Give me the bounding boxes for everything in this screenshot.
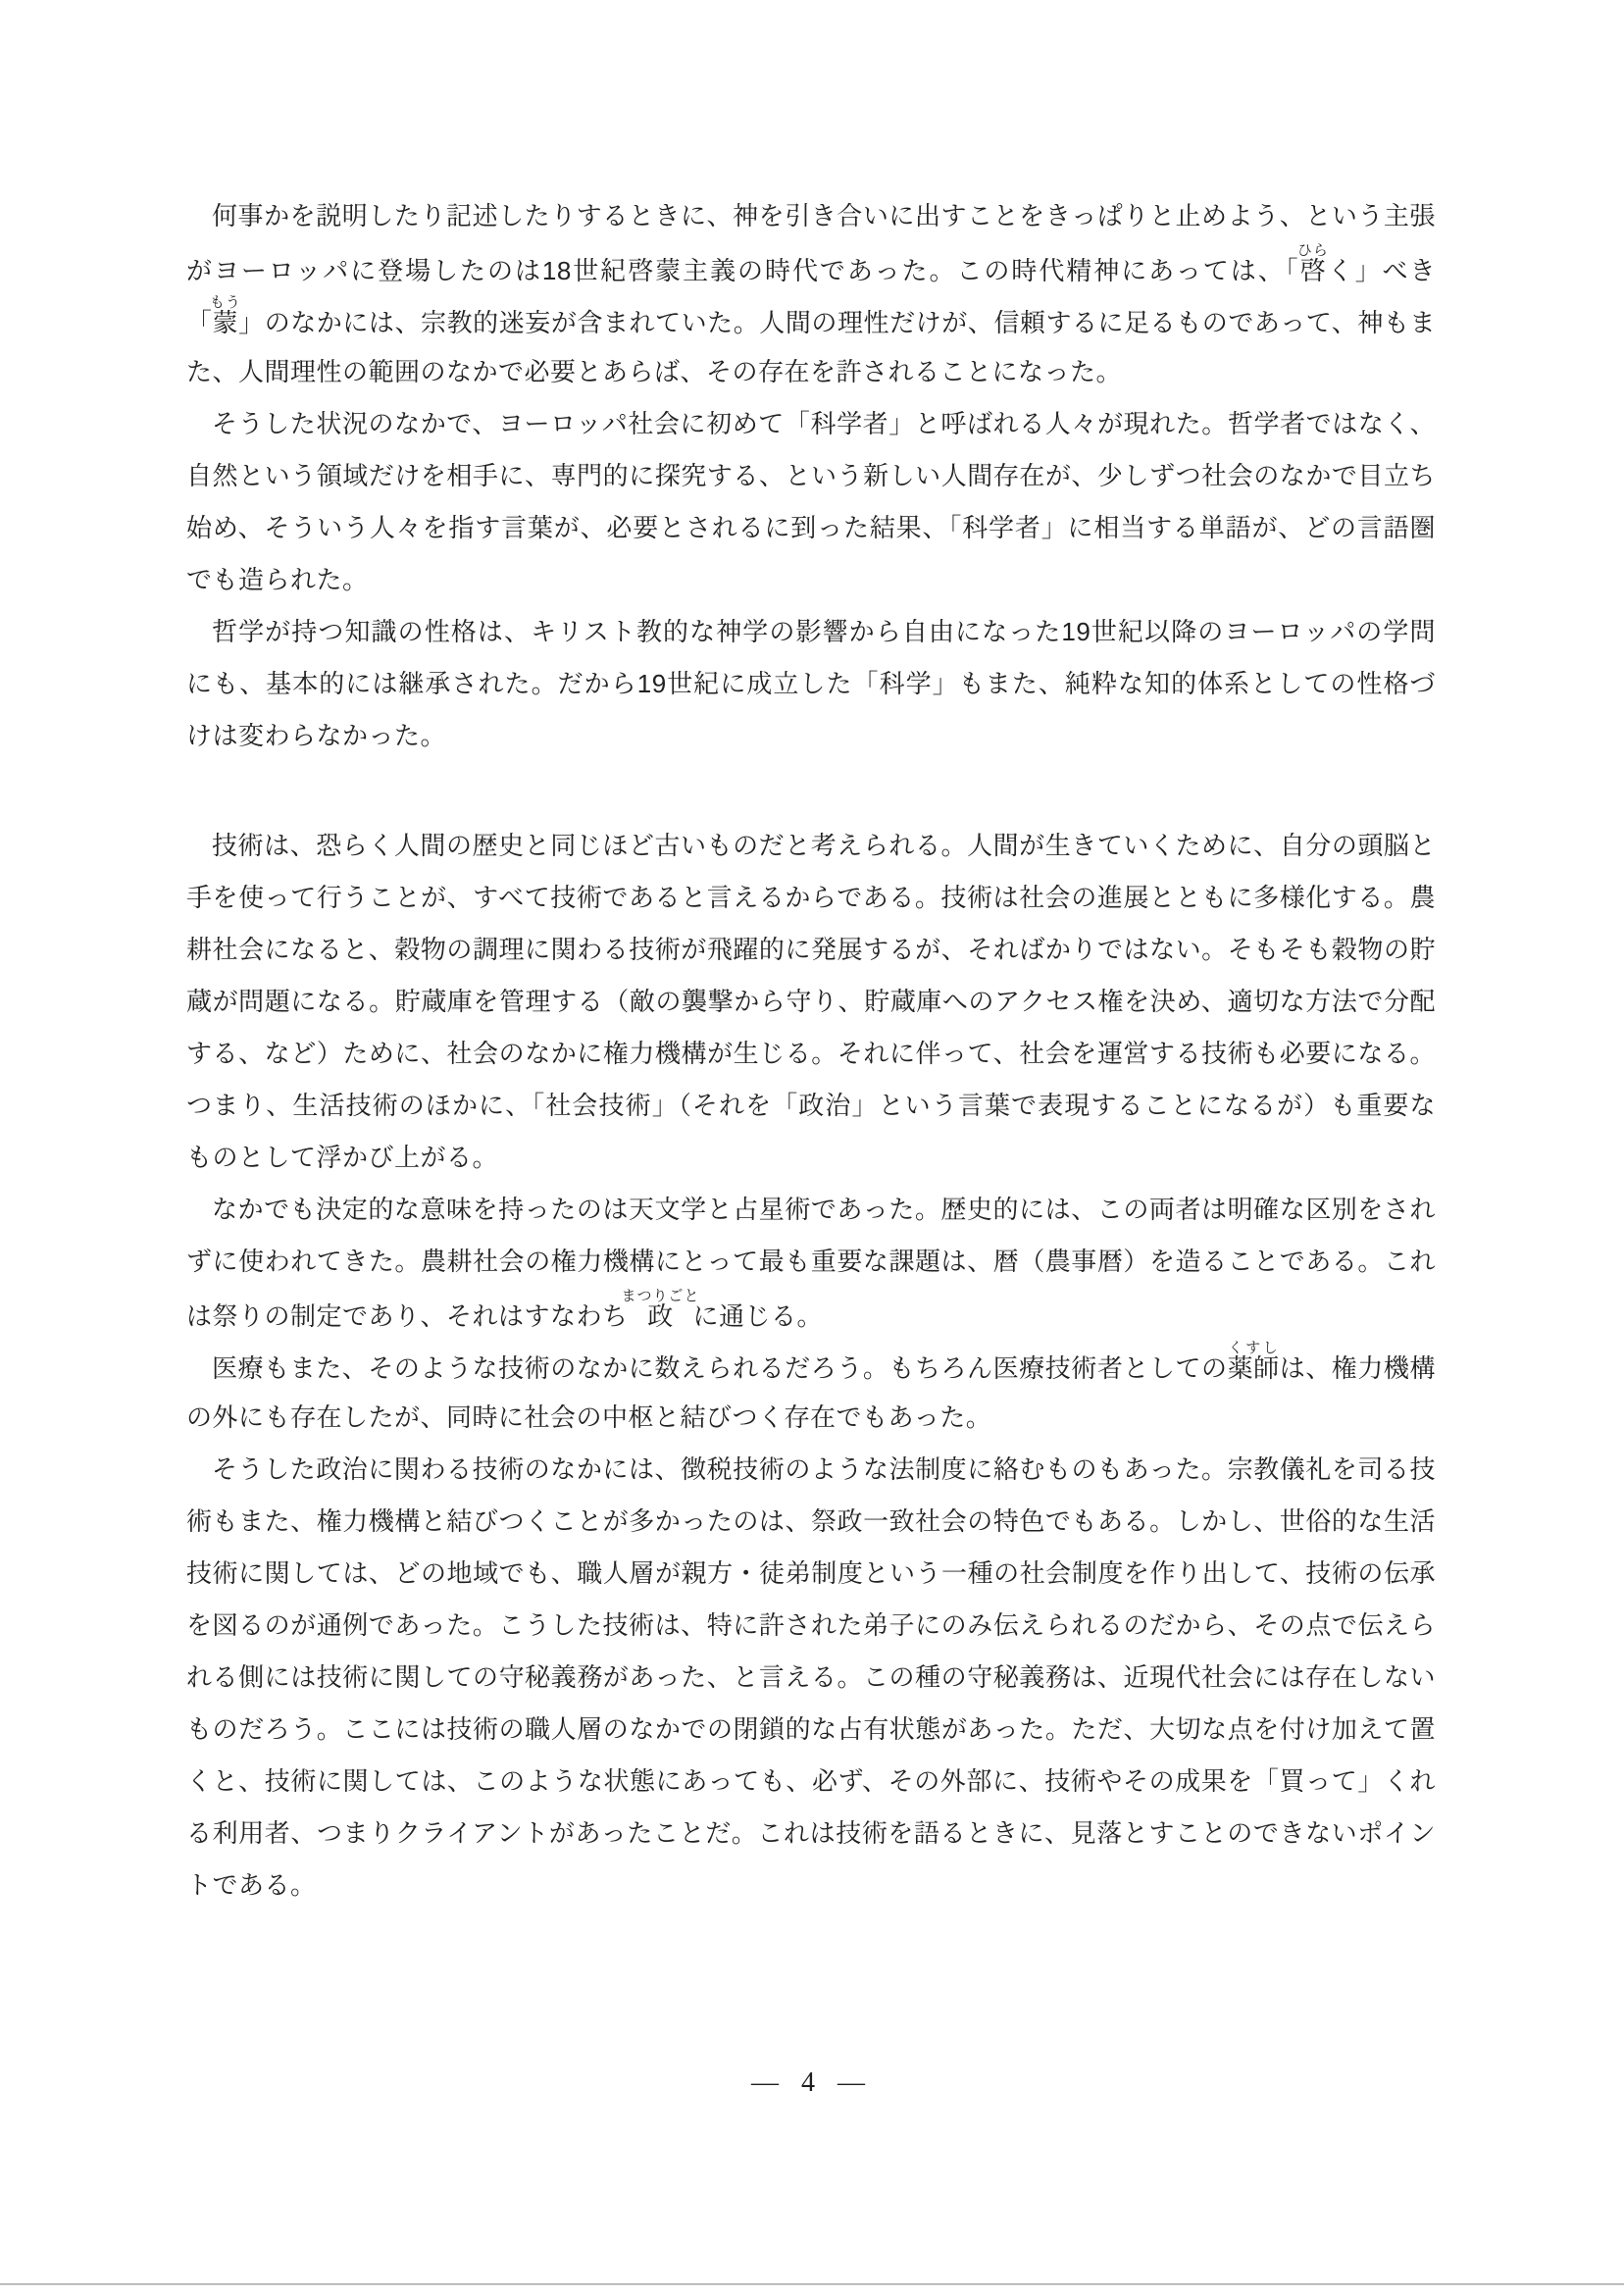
- text-line: 医療もまた、そのような技術のなかに数えられるだろう。もちろん医療技術者としての薬師くすしは、権力機構: [212, 1340, 1436, 1383]
- text-line: そうした状況のなかで、ヨーロッパ社会に初めて「科学者」と呼ばれる人々が現れた。哲学者ではなく、: [212, 409, 1436, 438]
- text-line: トである。: [186, 1870, 317, 1900]
- text-line: を図るのが通例であった。こうした技術は、特に許された弟子にのみ伝えられるのだから、その点で伝えら: [186, 1610, 1436, 1640]
- text-line: た、人間理性の範囲のなかで必要とあらば、その存在を許されることになった。: [186, 357, 1123, 386]
- furigana-annotation: 蒙もう: [209, 294, 241, 337]
- text-line: 始め、そういう人々を指す言葉が、必要とされるに到った結果、「科学者」に相当する単語が、どの言語圏: [186, 513, 1436, 542]
- furigana-annotation: 啓ひら: [1296, 242, 1329, 285]
- text-line: 技術は、恐らく人間の歴史と同じほど古いものだと考えられる。人間が生きていくために、自分の頭脳と: [212, 831, 1436, 860]
- text-section: [186, 820, 1436, 1912]
- text-line: 術もまた、権力機構と結びつくことが多かったのは、祭政一致社会の特色でもある。しかし、世俗的な生活: [186, 1506, 1436, 1536]
- scan-artifact-line: [0, 2283, 1624, 2285]
- text-line: 蔵が問題になる。貯蔵庫を管理する（敵の襲撃から守り、貯蔵庫へのアクセス権を決め、適切な方法で分配: [186, 987, 1436, 1016]
- paragraph: [186, 1444, 1436, 1912]
- text-section: [186, 190, 1436, 762]
- text-line: ものとして浮かび上がる。: [186, 1143, 499, 1172]
- text-line: なかでも決定的な意味を持ったのは天文学と占星術であった。歴史的には、この両者は明確な区別をされ: [212, 1195, 1436, 1224]
- text-line: にも、基本的には継承された。だから19世紀に成立した「科学」もまた、純粋な知的体系としての性格づ: [186, 669, 1436, 698]
- paragraph: [186, 398, 1436, 606]
- text-line: ずに使われてきた。農耕社会の権力機構にとって最も重要な課題は、暦（農事暦）を造ることである。これ: [186, 1247, 1436, 1276]
- paragraph: [186, 1340, 1436, 1444]
- document-body: [186, 190, 1436, 1912]
- text-line: 耕社会になると、穀物の調理に関わる技術が飛躍的に発展するが、そればかりではない。そもそも穀物の貯: [186, 935, 1436, 964]
- text-line: ものだろう。ここには技術の職人層のなかでの閉鎖的な占有状態があった。ただ、大切な点を付け加えて置: [186, 1714, 1436, 1744]
- paragraph: [186, 606, 1436, 762]
- text-line: する、など）ために、社会のなかに権力機構が生じる。それに伴って、社会を運営する技術も必要になる。: [186, 1039, 1436, 1068]
- text-line: がヨーロッパに登場したのは18世紀啓蒙主義の時代であった。この時代精神にあっては、「啓ひらく」べき: [186, 242, 1436, 285]
- paragraph: [186, 190, 1436, 398]
- text-line: れる側には技術に関しての守秘義務があった、と言える。この種の守秘義務は、近現代社会には存在しない: [186, 1662, 1436, 1692]
- text-line: 何事かを説明したり記述したりするときに、神を引き合いに出すことをきっぱりと止めよう、という主張: [212, 201, 1436, 230]
- furigana-annotation: 薬師くすし: [1227, 1340, 1280, 1383]
- text-line: けは変わらなかった。: [186, 721, 447, 750]
- furigana-annotation: 政まつりごと: [621, 1288, 700, 1331]
- text-line: でも造られた。: [186, 565, 369, 594]
- text-line: そうした政治に関わる技術のなかには、徴税技術のような法制度に絡むものもあった。宗教儀礼を司る技: [212, 1454, 1436, 1484]
- text-line: つまり、生活技術のほかに、「社会技術」（それを「政治」という言葉で表現することになるが）も重要な: [186, 1091, 1436, 1120]
- text-line: 哲学が持つ知識の性格は、キリスト教的な神学の影響から自由になった19世紀以降のヨーロッパの学問: [212, 617, 1436, 646]
- text-line: の外にも存在したが、同時に社会の中枢と結びつく存在でもあった。: [186, 1402, 992, 1432]
- text-line: 技術に関しては、どの地域でも、職人層が親方・徒弟制度という一種の社会制度を作り出して、技術の伝承: [186, 1558, 1436, 1588]
- paragraph: [186, 820, 1436, 1184]
- paragraph: [186, 1184, 1436, 1340]
- page-number: — 4 —: [751, 2067, 873, 2098]
- text-line: くと、技術に関しては、このような状態にあっても、必ず、その外部に、技術やその成果を「買って」くれ: [186, 1766, 1436, 1796]
- text-line: 手を使って行うことが、すべて技術であると言えるからである。技術は社会の進展とともに多様化する。農: [186, 883, 1436, 912]
- text-line: 自然という領域だけを相手に、専門的に探究する、という新しい人間存在が、少しずつ社会のなかで目立ち: [186, 461, 1436, 490]
- text-line: は祭りの制定であり、それはすなわち政まつりごとに通じる。: [186, 1288, 824, 1331]
- text-line: 「蒙もう」のなかには、宗教的迷妄が含まれていた。人間の理性だけが、信頼するに足るものであって、神もま: [186, 294, 1436, 337]
- text-line: る利用者、つまりクライアントがあったことだ。これは技術を語るときに、見落とすことのできないポイン: [186, 1818, 1436, 1848]
